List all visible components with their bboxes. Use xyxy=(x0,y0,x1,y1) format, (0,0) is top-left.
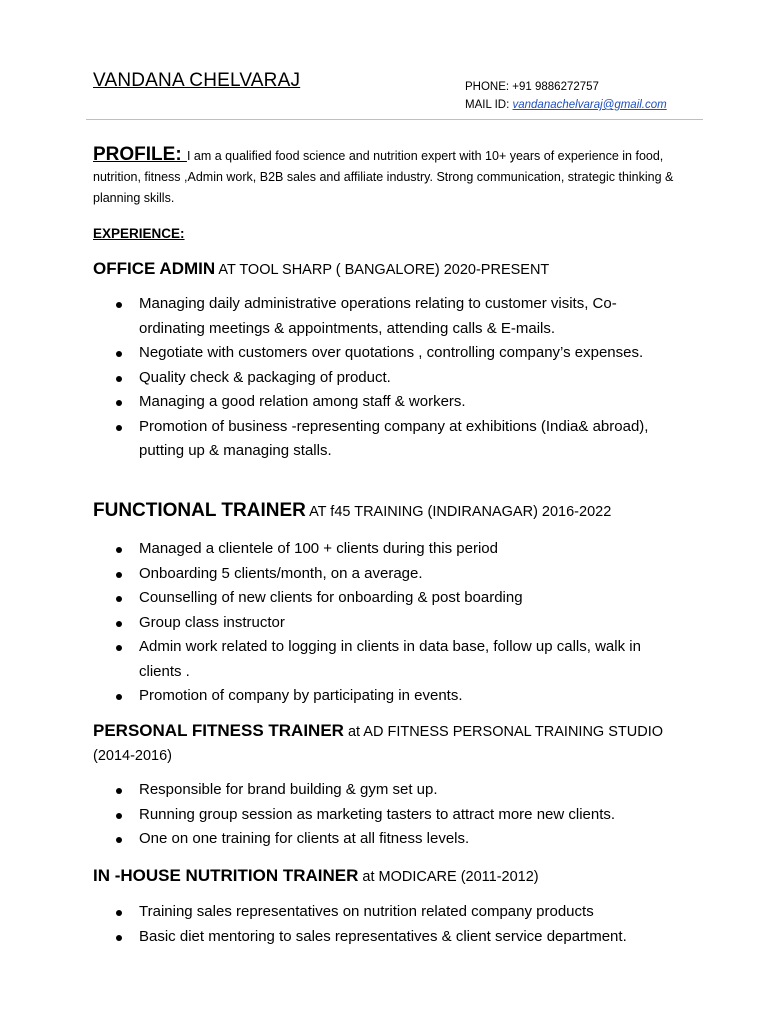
bullet-icon xyxy=(116,547,122,553)
bullet-icon xyxy=(116,910,122,916)
list-item xyxy=(113,611,673,636)
job-bullet-list xyxy=(113,537,673,709)
job-bullet-list xyxy=(113,778,673,852)
job-details: at AD FITNESS PERSONAL TRAINING STUDIO (2014-2016) xyxy=(93,724,664,764)
bullet-text: Managed a clientele of 100 + clients during this period xyxy=(139,540,498,557)
job-details: at MODICARE (2011-2012) xyxy=(358,869,539,885)
list-item xyxy=(113,341,673,366)
bullet-icon xyxy=(116,572,122,578)
bullet-icon xyxy=(116,837,122,843)
bullet-icon xyxy=(116,813,122,819)
phone-text: PHONE: +91 9886272757 xyxy=(465,81,599,93)
bullet-text: Admin work related to logging in clients in data base, follow up calls, walk in clients . xyxy=(139,638,641,680)
list-item xyxy=(113,390,673,415)
bullet-icon xyxy=(116,694,122,700)
bullet-text: Responsible for brand building & gym set up. xyxy=(139,781,438,798)
bullet-icon xyxy=(116,400,122,406)
job-role: FUNCTIONAL TRAINER xyxy=(93,500,306,521)
list-item xyxy=(113,586,673,611)
list-item xyxy=(113,292,673,341)
job-role: IN -HOUSE NUTRITION TRAINER xyxy=(93,866,359,885)
list-item xyxy=(113,827,673,852)
bullet-icon xyxy=(116,351,122,357)
bullet-icon xyxy=(116,596,122,602)
mail-line xyxy=(465,96,667,114)
bullet-text: Group class instructor xyxy=(139,613,285,631)
list-item xyxy=(113,562,673,587)
bullet-text: Managing daily administrative operations relating to customer visits, Co-ordinating meetings & appointments, attending calls & E-mails. xyxy=(139,295,617,337)
bullet-icon xyxy=(116,425,122,431)
list-item xyxy=(113,537,673,562)
bullet-icon xyxy=(116,621,122,627)
mail-label: MAIL ID: xyxy=(465,99,513,111)
profile-text: I am a qualified food science and nutrition expert with 10+ years of experience in food, nutrition, fitness ,Admin work, B2B sales and affiliate industry. Strong communication, strategic thinking & planning skills. xyxy=(93,149,674,205)
job-heading xyxy=(93,499,683,524)
job-bullet-list xyxy=(113,900,673,949)
list-item xyxy=(113,900,673,925)
job-role: PERSONAL FITNESS TRAINER xyxy=(93,721,344,740)
email-link[interactable]: vandanachelvaraj@gmail.com xyxy=(512,99,667,111)
profile-section xyxy=(93,144,683,209)
bullet-text: One on one training for clients at all fitness levels. xyxy=(139,830,470,847)
bullet-text: Quality check & packaging of product. xyxy=(139,368,391,386)
bullet-icon xyxy=(116,376,122,382)
bullet-text: Negotiate with customers over quotations , controlling company’s expenses. xyxy=(139,344,644,361)
bullet-text: Managing a good relation among staff & workers. xyxy=(139,393,466,410)
job-details: AT f45 TRAINING (INDIRANAGAR) 2016-2022 xyxy=(305,504,612,520)
job-heading xyxy=(93,257,683,282)
profile-label: PROFILE: xyxy=(93,144,187,165)
bullet-icon xyxy=(116,302,122,308)
bullet-text: Promotion of company by participating in events. xyxy=(139,687,463,704)
list-item xyxy=(113,778,673,803)
header-divider xyxy=(86,119,703,120)
list-item xyxy=(113,366,673,391)
bullet-text: Counselling of new clients for onboarding & post boarding xyxy=(139,589,523,606)
list-item xyxy=(113,415,673,464)
job-heading xyxy=(93,719,683,768)
candidate-name: VANDANA CHELVARAJ xyxy=(93,70,301,91)
job-bullet-list xyxy=(113,292,673,464)
bullet-text: Training sales representatives on nutrition related company products xyxy=(139,903,594,920)
bullet-text: Onboarding 5 clients/month, on a average. xyxy=(139,564,423,582)
job-role: OFFICE ADMIN xyxy=(93,259,216,278)
list-item xyxy=(113,635,673,684)
list-item xyxy=(113,925,673,950)
list-item xyxy=(113,803,673,828)
bullet-text: Basic diet mentoring to sales representatives & client service department. xyxy=(139,927,627,945)
bullet-icon xyxy=(116,645,122,651)
bullet-text: Promotion of business -representing company at exhibitions (India& abroad), putting up & managing stalls. xyxy=(139,417,649,459)
bullet-text: Running group session as marketing tasters to attract more new clients. xyxy=(139,805,616,823)
contact-block xyxy=(465,78,667,114)
job-details: AT TOOL SHARP ( BANGALORE) 2020-PRESENT xyxy=(215,262,550,278)
bullet-icon xyxy=(116,935,122,941)
list-item xyxy=(113,684,673,709)
bullet-icon xyxy=(116,788,122,794)
job-heading xyxy=(93,864,683,889)
experience-label: EXPERIENCE: xyxy=(93,226,185,241)
